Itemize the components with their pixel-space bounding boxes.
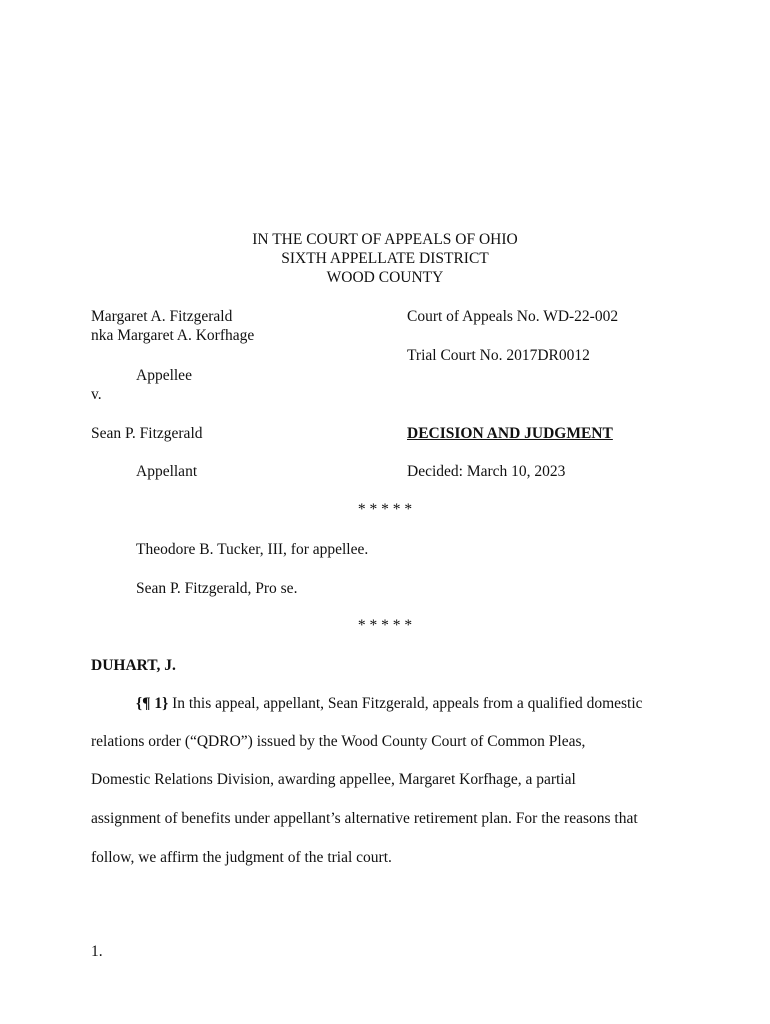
trial-case-number: Trial Court No. 2017DR0012 (407, 347, 590, 364)
appellee-role: Appellee (136, 367, 192, 384)
decision-title: DECISION AND JUDGMENT (407, 425, 613, 442)
paragraph-line-5: follow, we affirm the judgment of the trial court. (91, 849, 392, 866)
separator-top: * * * * * (357, 501, 413, 518)
appellee-nka: nka Margaret A. Korfhage (91, 327, 255, 344)
paragraph-line-1-text: In this appeal, appellant, Sean Fitzgerald, appeals from a qualified domestic (168, 695, 643, 712)
page-number: 1. (91, 943, 103, 960)
versus: v. (91, 386, 102, 403)
separator-bottom: * * * * * (357, 617, 413, 634)
counsel-appellant: Sean P. Fitzgerald, Pro se. (136, 580, 298, 597)
district-name: SIXTH APPELLATE DISTRICT (281, 250, 489, 267)
county-name: WOOD COUNTY (326, 269, 444, 286)
paragraph-line-2: relations order (“QDRO”) issued by the Wood County Court of Common Pleas, (91, 733, 586, 750)
counsel-appellee: Theodore B. Tucker, III, for appellee. (136, 541, 369, 558)
paragraph-line-4: assignment of benefits under appellant’s alternative retirement plan. For the reasons that (91, 810, 638, 827)
opinion-author: DUHART, J. (91, 657, 176, 674)
paragraph-first-line (136, 694, 643, 713)
paragraph-line-3: Domestic Relations Division, awarding appellee, Margaret Korfhage, a partial (91, 771, 576, 788)
appellant-name: Sean P. Fitzgerald (91, 425, 203, 442)
appellant-role: Appellant (136, 463, 198, 480)
appellee-name: Margaret A. Fitzgerald (91, 308, 233, 325)
court-name: IN THE COURT OF APPEALS OF OHIO (252, 231, 518, 248)
paragraph-marker: {¶ 1} (136, 695, 169, 712)
decision-date: Decided: March 10, 2023 (407, 463, 566, 480)
appeals-case-number: Court of Appeals No. WD-22-002 (407, 308, 619, 325)
